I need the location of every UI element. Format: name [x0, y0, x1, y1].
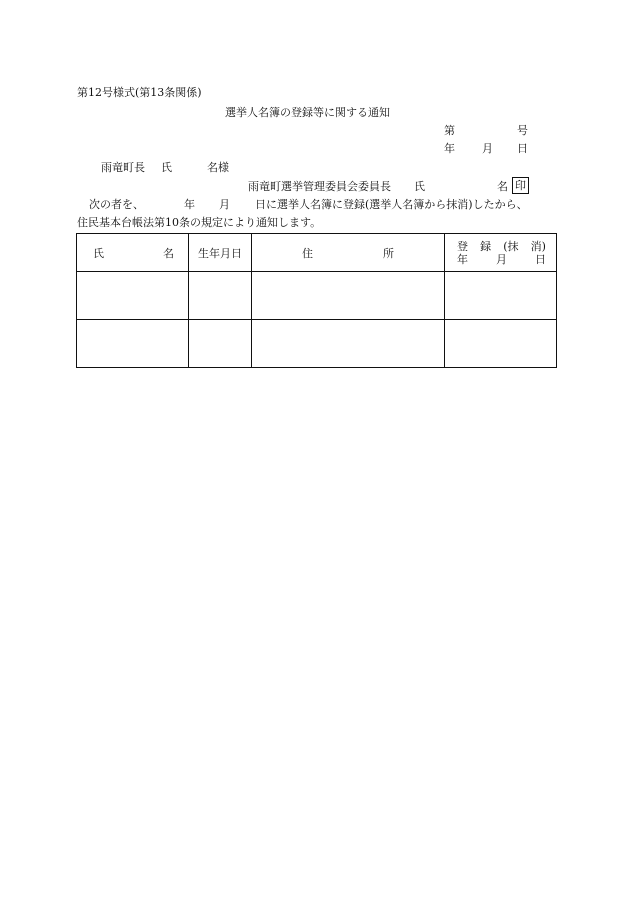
- number-suffix: 号: [517, 124, 528, 137]
- cell-name[interactable]: [77, 320, 189, 368]
- header-name-uji: 氏: [93, 246, 104, 260]
- header-reg-masshou-a: (抹: [503, 239, 519, 253]
- addressee-uji: 氏: [161, 161, 172, 174]
- header-address: [252, 234, 445, 272]
- header-reg-day: 日: [535, 252, 546, 266]
- body-month-label: 月: [219, 198, 230, 211]
- header-reg-year: 年: [457, 252, 468, 266]
- cell-name[interactable]: [77, 272, 189, 320]
- table-row: [77, 320, 557, 368]
- registration-table: [76, 233, 557, 368]
- date-day-label: 日: [517, 142, 528, 155]
- addressee-title: 雨竜町長: [101, 161, 145, 174]
- header-birthdate: 生年月日: [189, 234, 252, 272]
- header-name: [77, 234, 189, 272]
- sender-uji: 氏: [414, 180, 425, 193]
- header-reg-to: 登: [457, 239, 468, 253]
- body-line1-start: 次の者を、: [89, 198, 144, 211]
- sender-organization: 雨竜町選挙管理委員会委員長: [248, 180, 391, 193]
- header-reg-masshou-b: 消): [530, 239, 546, 253]
- body-year-label: 年: [184, 198, 195, 211]
- cell-registration-date[interactable]: [445, 320, 557, 368]
- sender-na: 名: [497, 180, 508, 193]
- header-reg-month: 月: [496, 252, 507, 266]
- header-name-mei: 名: [163, 246, 174, 260]
- date-month-label: 月: [482, 142, 493, 155]
- table-row: [77, 272, 557, 320]
- header-registration: [445, 234, 557, 272]
- cell-birthdate[interactable]: [189, 272, 252, 320]
- cell-registration-date[interactable]: [445, 272, 557, 320]
- cell-birthdate[interactable]: [189, 320, 252, 368]
- form-number: 第12号様式(第13条関係): [77, 86, 202, 99]
- body-line2: 住民基本台帳法第10条の規定により通知します。: [77, 216, 322, 229]
- cell-address[interactable]: [252, 320, 445, 368]
- date-year-label: 年: [444, 142, 455, 155]
- header-address-ju: 住: [302, 246, 313, 260]
- cell-address[interactable]: [252, 272, 445, 320]
- header-address-sho: 所: [383, 246, 394, 260]
- addressee-mei-sama: 名様: [207, 161, 229, 174]
- number-label: 第: [444, 124, 455, 137]
- table-header-row: [77, 234, 557, 272]
- header-reg-roku: 録: [480, 239, 492, 253]
- document-title: 選挙人名簿の登録等に関する通知: [225, 106, 390, 119]
- seal-mark: 印: [512, 177, 529, 194]
- body-line1-rest: 日に選挙人名簿に登録(選挙人名簿から抹消)したから、: [255, 198, 528, 211]
